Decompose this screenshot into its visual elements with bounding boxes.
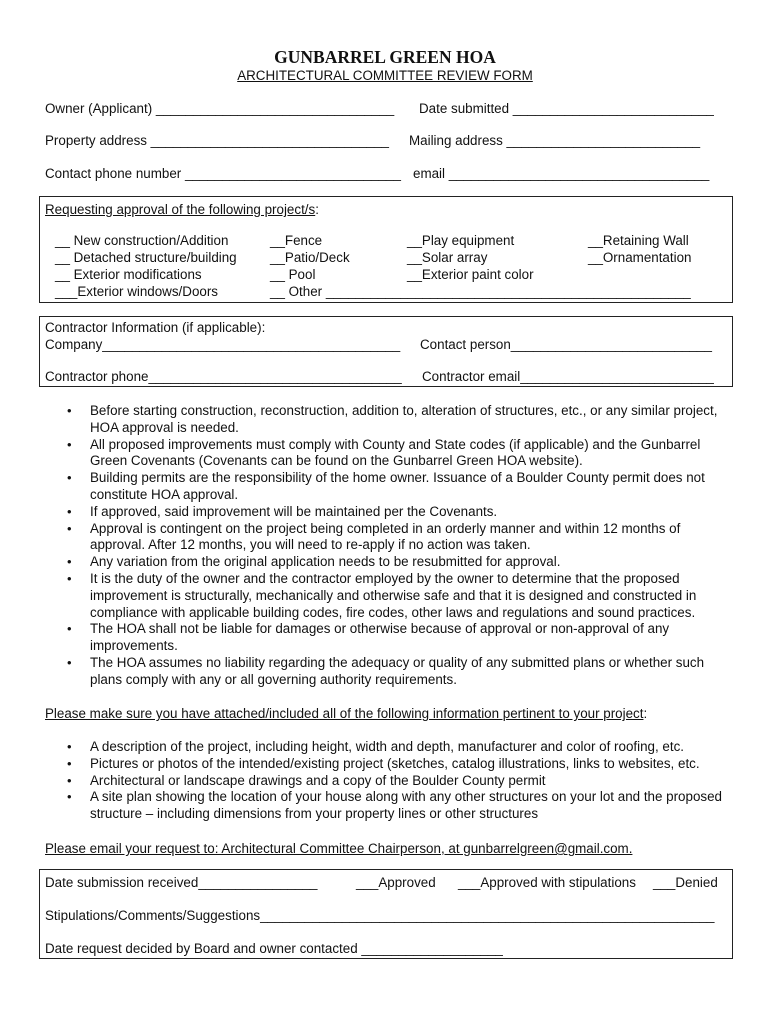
list-item: • Architectural or landscape drawings and a copy of the Boulder County permit: [45, 773, 730, 790]
list-item: • Before starting construction, reconstruction, addition to, alteration of structures, etc., or any similar project, HOA approval is needed.: [45, 403, 730, 437]
date-received-field[interactable]: Date submission received________________: [45, 875, 318, 890]
attachments-list: [45, 739, 730, 823]
contractor-company-field[interactable]: Company________________________________________: [45, 337, 401, 352]
list-item: • Pictures or photos of the intended/existing project (sketches, catalog illustrations, links to websites, etc.: [45, 756, 730, 773]
list-item: • If approved, said improvement will be maintained per the Covenants.: [45, 504, 730, 521]
contractor-box: [39, 316, 733, 387]
project-option-other[interactable]: __ Other _________________________________________________: [270, 284, 691, 299]
list-item: • The HOA shall not be liable for damages or otherwise because of approval or non-approval of any improvements.: [45, 621, 730, 655]
project-option-detached-structure[interactable]: __ Detached structure/building: [55, 250, 237, 265]
project-option-pool[interactable]: __ Pool: [270, 267, 316, 282]
form-subtitle: ARCHITECTURAL COMMITTEE REVIEW FORM: [237, 68, 533, 83]
approved-option[interactable]: ___Approved: [356, 875, 436, 890]
project-option-play-equipment[interactable]: __Play equipment: [407, 233, 515, 248]
list-item: • A site plan showing the location of your house along with any other structures on your lot and the proposed structure – including dimensions from your property lines or other structures: [45, 789, 730, 823]
projects-box: [39, 196, 733, 303]
project-option-new-construction[interactable]: __ New construction/Addition: [55, 233, 229, 248]
decision-box: [39, 869, 733, 959]
date-submitted-field[interactable]: Date submitted ___________________________: [419, 101, 714, 116]
projects-heading: Requesting approval of the following project/s:: [45, 202, 319, 217]
project-option-windows-doors[interactable]: ___Exterior windows/Doors: [55, 284, 218, 299]
owner-field[interactable]: Owner (Applicant) ________________________________: [45, 101, 395, 116]
email-request-note: Please email your request to: Architectural Committee Chairperson, at gunbarrelgreen@gmail.com.: [45, 841, 633, 856]
project-option-exterior-paint[interactable]: __Exterior paint color: [407, 267, 534, 282]
list-item: • Approval is contingent on the project being completed in an orderly manner and within 12 months of approval. After 12 months, you will need to re-apply if no action was taken.: [45, 521, 730, 555]
project-option-retaining-wall[interactable]: __Retaining Wall: [588, 233, 689, 248]
project-option-fence[interactable]: __Fence: [270, 233, 323, 248]
form-title: GUNBARREL GREEN HOA: [274, 47, 496, 67]
project-option-exterior-modifications[interactable]: __ Exterior modifications: [55, 267, 202, 282]
contractor-phone-field[interactable]: Contractor phone__________________________________: [45, 369, 402, 384]
approved-stipulations-option[interactable]: ___Approved with stipulations: [458, 875, 636, 890]
list-item: • All proposed improvements must comply with County and State codes (if applicable) and the Gunbarrel Green Covenants (Covenants can be found on the Gunbarrel Green HOA website).: [45, 437, 730, 471]
conditions-list: [45, 403, 730, 689]
project-option-patio-deck[interactable]: __Patio/Deck: [270, 250, 350, 265]
list-item: • It is the duty of the owner and the contractor employed by the owner to determine that the proposed improvement is structurally, mechanically and otherwise safe and that it is designed and constructed in compliance with applicable building codes, fire codes, other laws and regulations and sound practices.: [45, 571, 730, 621]
list-item: • Building permits are the responsibility of the home owner. Issuance of a Boulder County permit does not constitute HOA approval.: [45, 470, 730, 504]
contact-phone-field[interactable]: Contact phone number _____________________________: [45, 166, 401, 181]
date-decided-field[interactable]: Date request decided by Board and owner contacted ___________________: [45, 941, 503, 956]
denied-option[interactable]: ___Denied: [653, 875, 718, 890]
project-option-ornamentation[interactable]: __Ornamentation: [588, 250, 692, 265]
contractor-email-field[interactable]: Contractor email__________________________: [422, 369, 714, 384]
list-item: • The HOA assumes no liability regarding the adequacy or quality of any submitted plans or whether such plans comply with any or all governing authority requirements.: [45, 655, 730, 689]
contractor-heading: Contractor Information (if applicable):: [45, 320, 266, 335]
project-option-solar-array[interactable]: __Solar array: [407, 250, 488, 265]
property-address-field[interactable]: Property address ________________________________: [45, 133, 389, 148]
list-item: • A description of the project, including height, width and depth, manufacturer and color of roofing, etc.: [45, 739, 730, 756]
list-item: • Any variation from the original application needs to be resubmitted for approval.: [45, 554, 730, 571]
mailing-address-field[interactable]: Mailing address __________________________: [409, 133, 701, 148]
attachments-heading: Please make sure you have attached/included all of the following information pertinent to your project:: [45, 706, 648, 721]
contractor-contact-person-field[interactable]: Contact person___________________________: [420, 337, 712, 352]
email-field[interactable]: email ___________________________________: [413, 166, 710, 181]
stipulations-field[interactable]: Stipulations/Comments/Suggestions_____________________________________________________________: [45, 908, 715, 923]
